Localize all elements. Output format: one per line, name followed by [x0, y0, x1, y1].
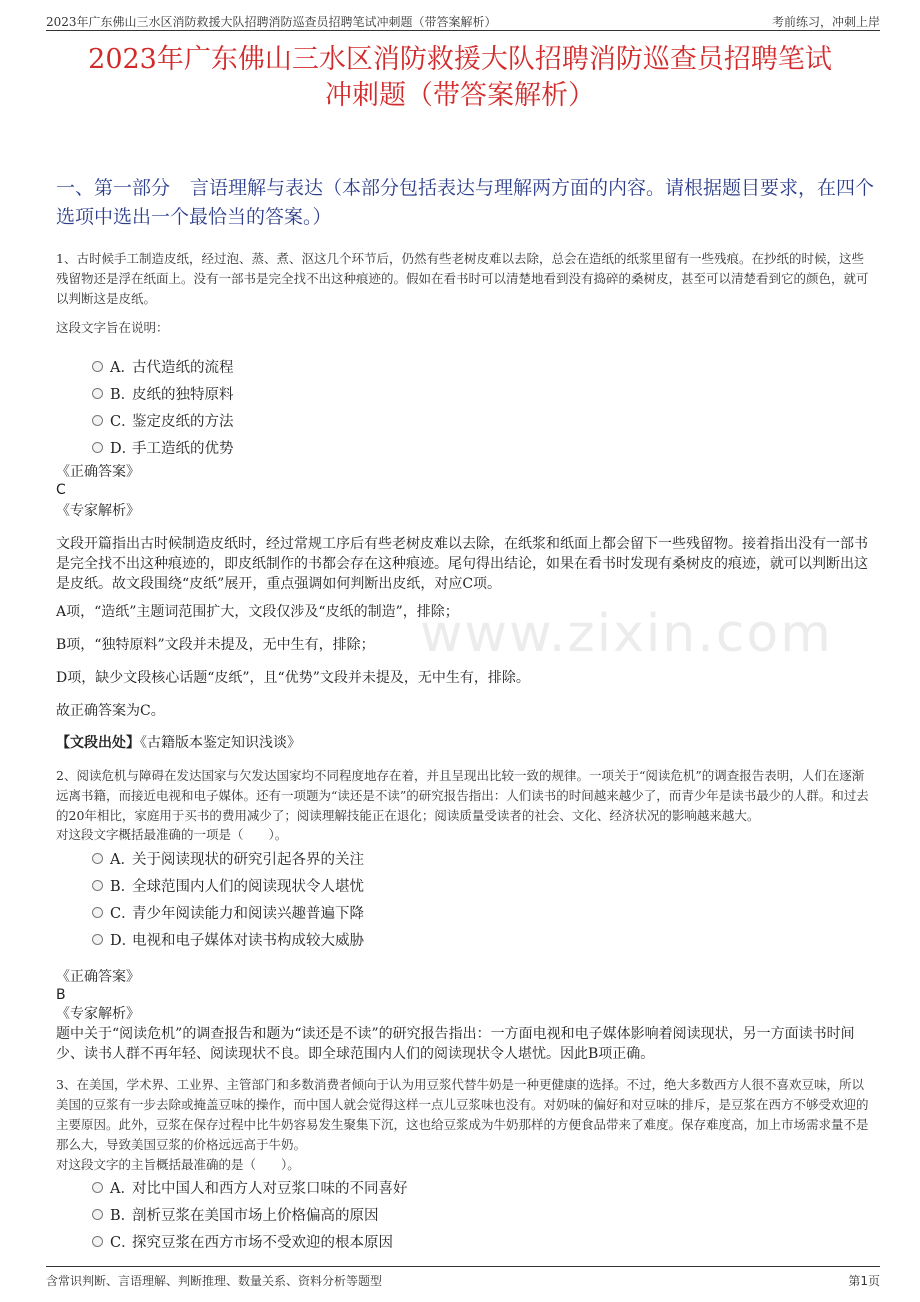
- option-text: 皮纸的独特原料: [132, 387, 234, 403]
- q1-note-a: A项，“造纸”主题词范围扩大，文段仅涉及“皮纸的制造”，排除；: [56, 604, 459, 620]
- option-text: 对比中国人和西方人对豆浆口味的不同喜好: [132, 1181, 408, 1197]
- q1-stem: 1、古时候手工制造皮纸，经过泡、蒸、煮、沤这几个环节后，仍然有些老树皮难以去除，总会在造纸的纸浆里留有一些残痕。在抄纸的时候，这些残留物还是浮在纸面上。没有一部书是完全找不出这种痕迹的。假如在看书时可以清楚地看到没有捣碎的桑树皮，甚至可以清楚看到它的颜色，就可以判断这是皮纸。: [56, 251, 869, 306]
- radio-icon[interactable]: [92, 1209, 103, 1220]
- section-description: 言语理解与表达（本部分包括表达与理解两方面的内容。请根据题目要求，在四个选项中选出一个最恰当的答案。）: [56, 177, 875, 228]
- q2-stem: 2、阅读危机与障碍在发达国家与欠发达国家均不同程度地存在着，并且呈现出比较一致的规律。一项关于“阅读危机”的调查报告表明，人们在逐渐远离书籍，而接近电视和电子媒体。还有一项题为“读还是不读”的研究报告指出：人们读书的时间越来越少了，而青少年是读书最少的人群。和过去的20年相比，家庭用于买书的费用减少了；阅读理解技能正在退化；阅读质量受读者的社会、文化、经济状况的影响越来越大。: [56, 768, 869, 823]
- option-text: 青少年阅读能力和阅读兴趣普遍下降: [132, 906, 364, 922]
- q1-option-d[interactable]: D． 手工造纸的优势: [92, 434, 852, 461]
- radio-icon[interactable]: [92, 880, 103, 891]
- option-text: 鉴定皮纸的方法: [132, 414, 234, 430]
- page-number: 第1页: [848, 1274, 880, 1288]
- page-title: [40, 42, 880, 114]
- page-footer: [46, 1266, 880, 1289]
- q1-answer: C: [56, 482, 66, 498]
- footer-topics: 含常识判断、言语理解、判断推理、数量关系、资料分析等题型: [46, 1274, 383, 1288]
- q1-options: [92, 353, 852, 461]
- watermark: www.zixin.com: [420, 604, 833, 664]
- page-header: [46, 10, 880, 31]
- q1-conclusion: 故正确答案为C。: [56, 703, 165, 719]
- q1-note-d: D项，缺少文段核心话题“皮纸”，且“优势”文段并未提及，无中生有，排除。: [56, 670, 530, 686]
- q3-options: [92, 1174, 852, 1255]
- q1-option-a[interactable]: A． 古代造纸的流程: [92, 353, 852, 380]
- radio-icon[interactable]: [92, 1236, 103, 1247]
- q1-option-c[interactable]: C． 鉴定皮纸的方法: [92, 407, 852, 434]
- q1-note-b: B项，“独特原料”文段并未提及，无中生有，排除；: [56, 637, 375, 653]
- q1-source: [56, 733, 874, 753]
- q1-source-title: 《古籍版本鉴定知识浅谈》: [140, 735, 301, 751]
- header-slogan: 考前练习，冲刺上岸: [771, 15, 880, 29]
- option-text: 剖析豆浆在美国市场上价格偏高的原因: [132, 1208, 379, 1224]
- q3-option-b[interactable]: B． 剖析豆浆在美国市场上价格偏高的原因: [92, 1201, 852, 1228]
- radio-icon[interactable]: [92, 442, 103, 453]
- q2-analysis-label: 《专家解析》: [56, 1006, 140, 1022]
- radio-icon[interactable]: [92, 934, 103, 945]
- option-text: 手工造纸的优势: [132, 441, 234, 457]
- section-part: 一、第一部分: [56, 177, 171, 199]
- page-title-line1: 2023年广东佛山三水区消防救援大队招聘消防巡查员招聘笔试: [88, 44, 832, 75]
- page-title-line2: 冲刺题（带答案解析）: [325, 80, 595, 111]
- q1-ask: 这段文字旨在说明：: [56, 320, 169, 335]
- q3-ask: 对这段文字的主旨概括最准确的是（ ）。: [56, 1157, 300, 1172]
- option-text: 全球范围内人们的阅读现状令人堪忧: [132, 879, 364, 895]
- q2-answer: B: [56, 987, 66, 1003]
- option-text: 探究豆浆在西方市场不受欢迎的根本原因: [132, 1235, 393, 1251]
- radio-icon[interactable]: [92, 853, 103, 864]
- q2-options: [92, 845, 852, 953]
- q2-analysis: 题中关于“阅读危机”的调查报告和题为“读还是不读”的研究报告指出：一方面电视和电子媒体影响着阅读现状，另一方面读书时间少、读书人群不再年轻、阅读现状不良。即全球范围内人们的阅读现状令人堪忧。因此B项正确。: [56, 1026, 855, 1062]
- q1-source-label: 【文段出处】: [56, 735, 140, 751]
- radio-icon[interactable]: [92, 1182, 103, 1193]
- q3-option-a[interactable]: A． 对比中国人和西方人对豆浆口味的不同喜好: [92, 1174, 852, 1201]
- option-text: 关于阅读现状的研究引起各界的关注: [132, 852, 364, 868]
- q3-stem: 3、在美国，学术界、工业界、主管部门和多数消费者倾向于认为用豆浆代替牛奶是一种更健康的选择。不过，绝大多数西方人很不喜欢豆味，所以美国的豆浆有一步去除或掩盖豆味的操作，而中国人就会觉得这样一点儿豆浆味也没有。对奶味的偏好和对豆味的排斥，是豆浆在西方不够受欢迎的主要原因。此外，豆浆在保存过程中比牛奶容易发生聚集下沉，这也给豆浆成为牛奶那样的方便食品带来了难度。保存难度高，加上市场需求量不是那么大，导致美国豆浆的价格远远高于牛奶。: [56, 1077, 869, 1152]
- header-doc-title: 2023年广东佛山三水区消防救援大队招聘消防巡查员招聘笔试冲刺题（带答案解析）: [46, 15, 497, 29]
- section-heading: [56, 174, 876, 232]
- radio-icon[interactable]: [92, 907, 103, 918]
- q1-option-b[interactable]: B． 皮纸的独特原料: [92, 380, 852, 407]
- q2-ask: 对这段文字概括最准确的一项是（ ）。: [56, 827, 288, 842]
- q3-option-c[interactable]: C． 探究豆浆在西方市场不受欢迎的根本原因: [92, 1228, 852, 1255]
- q2-answer-label: 《正确答案》: [56, 969, 140, 985]
- option-text: 电视和电子媒体对读书构成较大威胁: [132, 933, 364, 949]
- q2-option-a[interactable]: A． 关于阅读现状的研究引起各界的关注: [92, 845, 852, 872]
- q1-analysis: 文段开篇指出古时候制造皮纸时，经过常规工序后有些老树皮难以去除，在纸浆和纸面上都会留下一些残留物。接着指出没有一部书是完全找不出这种痕迹的，即皮纸制作的书都会存在这种痕迹。尾句得出结论，如果在看书时发现有桑树皮的痕迹，就可以判断出这是皮纸。故文段围绕“皮纸”展开，重点强调如何判断出皮纸，对应C项。: [56, 536, 868, 592]
- q2-option-b[interactable]: B． 全球范围内人们的阅读现状令人堪忧: [92, 872, 852, 899]
- option-text: 古代造纸的流程: [132, 360, 234, 376]
- radio-icon[interactable]: [92, 388, 103, 399]
- q2-option-d[interactable]: D． 电视和电子媒体对读书构成较大威胁: [92, 926, 852, 953]
- radio-icon[interactable]: [92, 415, 103, 426]
- q1-answer-label: 《正确答案》: [56, 464, 140, 480]
- q1-analysis-label: 《专家解析》: [56, 503, 140, 519]
- radio-icon[interactable]: [92, 361, 103, 372]
- q2-option-c[interactable]: C． 青少年阅读能力和阅读兴趣普遍下降: [92, 899, 852, 926]
